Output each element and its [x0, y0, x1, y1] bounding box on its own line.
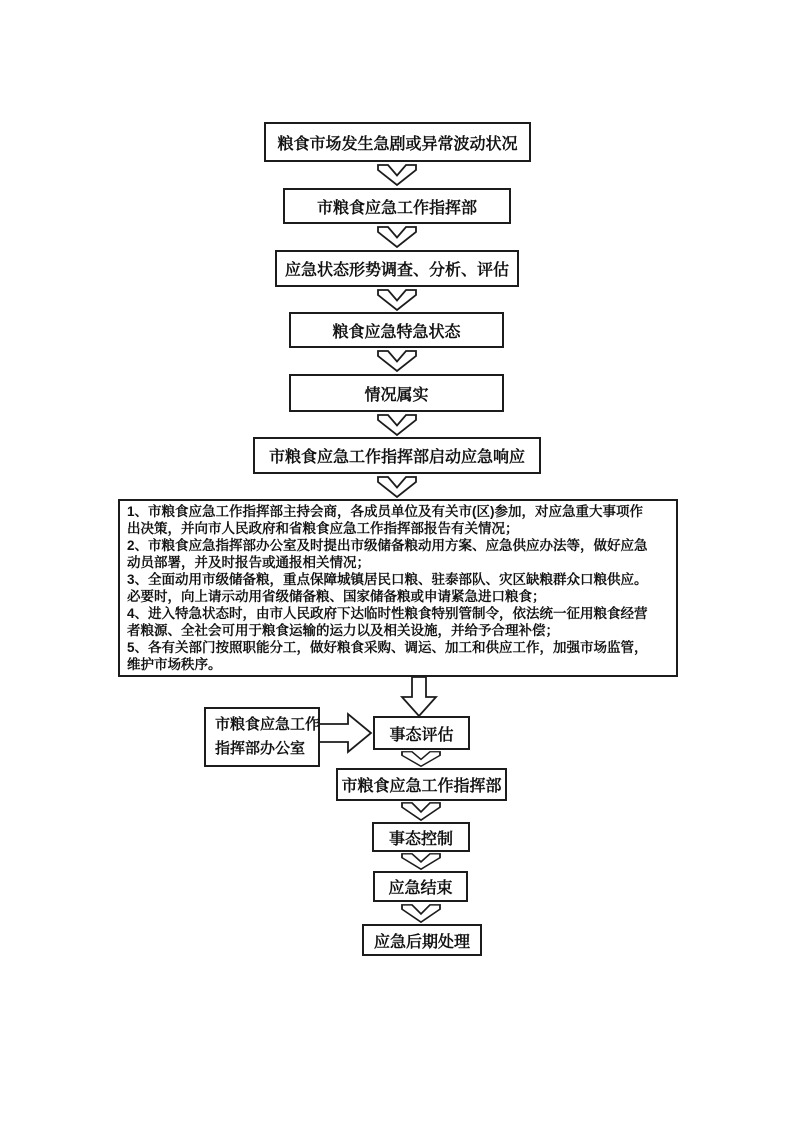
detail-line: 1、市粮食应急工作指挥部主持会商，各成员单位及有关市(区)参加，对应急重大事项作	[127, 504, 643, 519]
down-chevron-arrow-3	[377, 289, 417, 311]
detail-line: 2、市粮食应急指挥部办公室及时提出市级储备粮动用方案、应急供应办法等，做好应急	[127, 538, 648, 553]
down-chevron-arrow-8	[401, 802, 441, 821]
detail-line: 动员部署，并及时报告或通报相关情况；	[127, 555, 370, 570]
flow-node-situation-verified: 情况属实	[289, 374, 504, 412]
flow-node-emergency-state: 粮食应急特急状态	[289, 312, 504, 348]
detail-line: 3、全面动用市级储备粮，重点保障城镇居民口粮、驻泰部队、灾区缺粮群众口粮供应。	[127, 572, 648, 587]
down-chevron-arrow-4	[377, 350, 417, 372]
right-block-arrow	[318, 711, 373, 755]
side-box-command-office	[204, 707, 320, 767]
detail-line: 4、进入特急状态时，由市人民政府下达临时性粮食特别管制令，依法统一征用粮食经营	[127, 606, 648, 621]
flow-node-event-control: 事态控制	[372, 822, 470, 852]
side-box-line1: 市粮食应急工作	[215, 716, 321, 733]
down-chevron-arrow-5	[377, 414, 417, 436]
detail-line: 5、各有关部门按照职能分工，做好粮食采购、调运、加工和供应工作，加强市场监管，	[127, 640, 648, 655]
flow-node-event-evaluation: 事态评估	[373, 716, 470, 750]
down-chevron-arrow-6	[377, 476, 417, 498]
down-chevron-arrow-2	[377, 226, 417, 248]
down-chevron-arrow-7	[401, 751, 441, 767]
down-chevron-arrow-1	[377, 164, 417, 186]
flow-node-command-center-2: 市粮食应急工作指挥部	[336, 768, 507, 801]
flow-node-activate-response: 市粮食应急工作指挥部启动应急响应	[253, 437, 541, 474]
down-chevron-arrow-10	[401, 904, 441, 923]
flow-node-market-fluctuation: 粮食市场发生急剧或异常波动状况	[264, 122, 531, 162]
detail-line: 必要时，向上请示动用省级储备粮、国家储备粮或申请紧急进口粮食；	[127, 589, 546, 604]
flow-node-post-emergency: 应急后期处理	[362, 924, 482, 956]
detail-line: 维护市场秩序。	[127, 657, 222, 672]
flow-node-emergency-end: 应急结束	[373, 871, 468, 902]
down-chevron-arrow-9	[401, 853, 441, 870]
side-box-line2: 指挥部办公室	[215, 740, 306, 757]
detail-measures-box	[118, 499, 678, 677]
detail-line: 者粮源、全社会可用于粮食运输的运力以及相关设施，并给予合理补偿；	[127, 623, 559, 638]
down-block-arrow	[399, 677, 439, 717]
detail-line: 出决策，并向市人民政府和省粮食应急工作指挥部报告有关情况；	[127, 521, 519, 536]
flow-node-situation-assessment: 应急状态形势调查、分析、评估	[275, 250, 519, 287]
flow-node-command-center: 市粮食应急工作指挥部	[283, 188, 511, 224]
